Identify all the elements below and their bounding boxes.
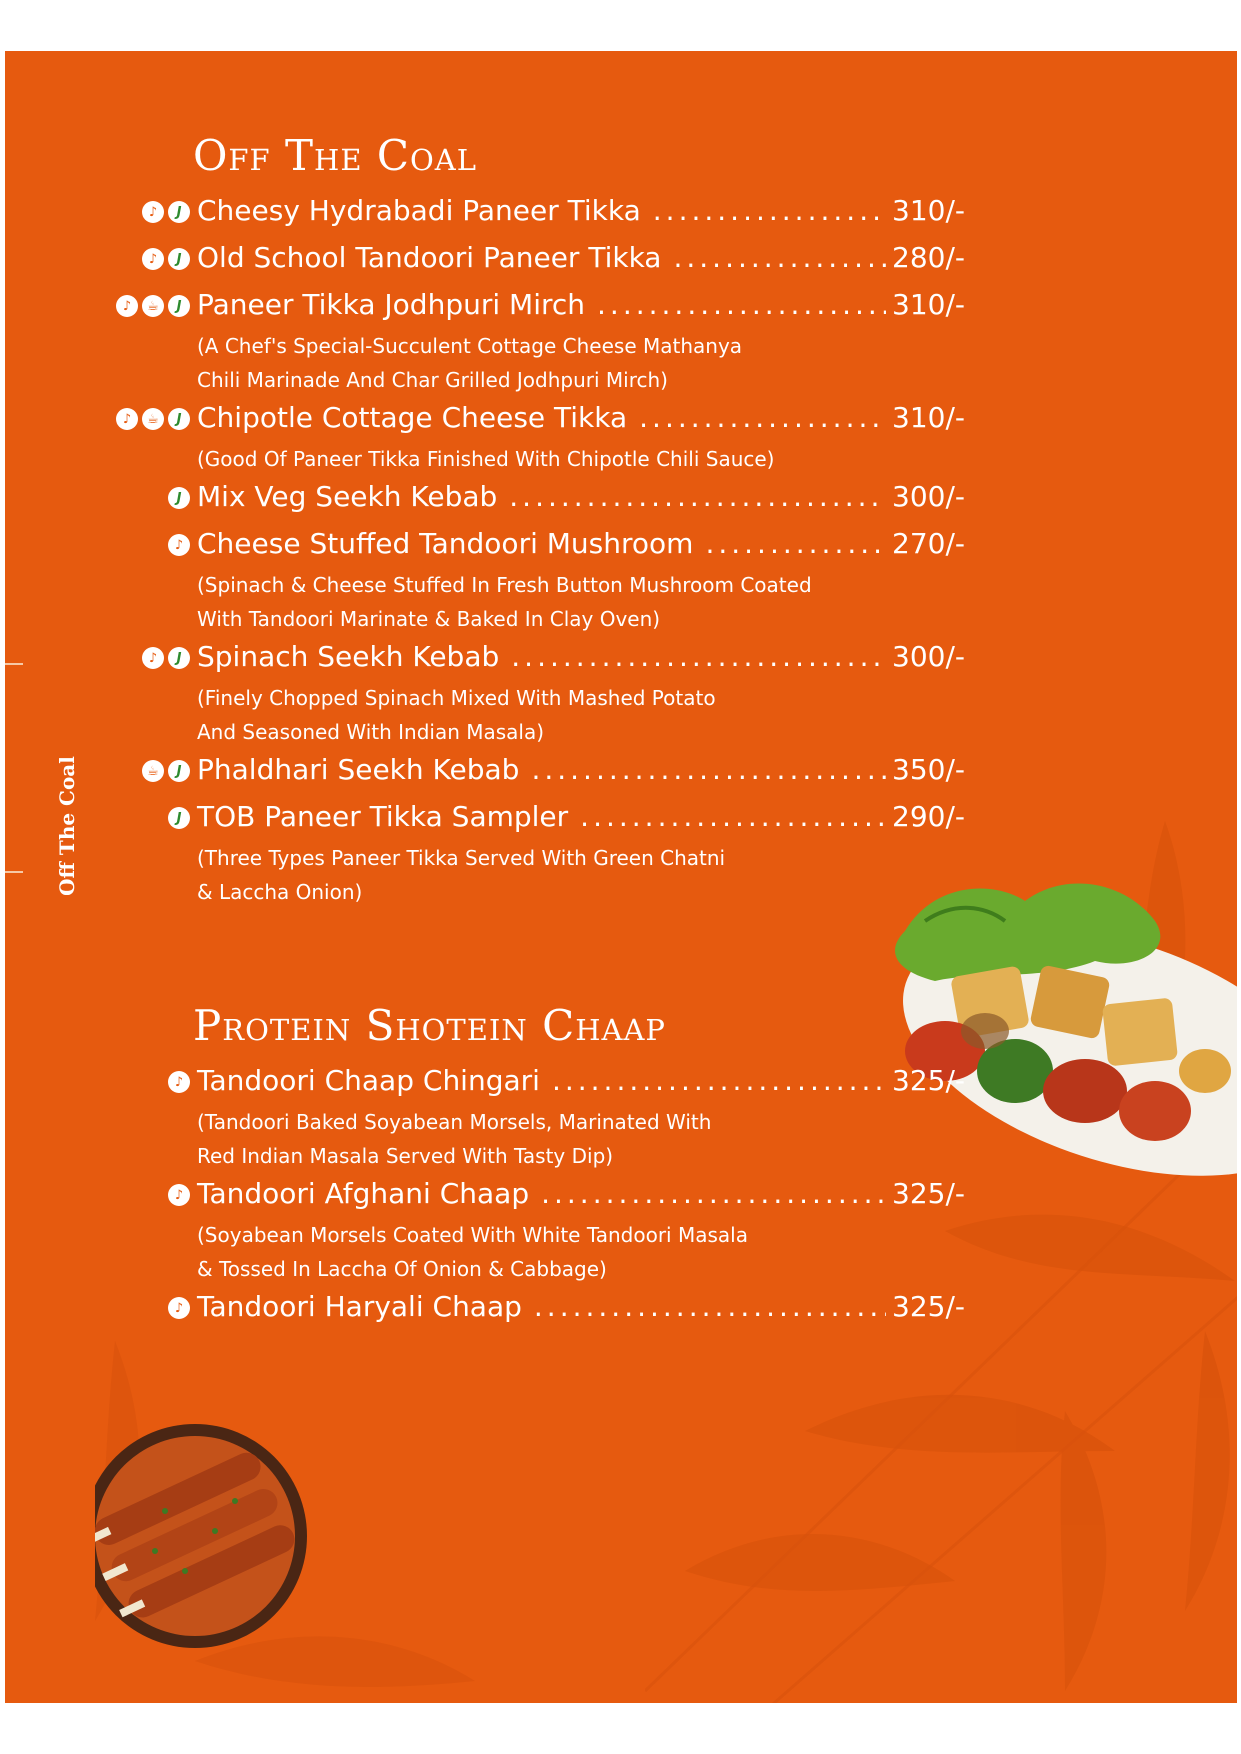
menu-item: [5, 1290, 965, 1330]
section-title: Off The Coal: [193, 131, 477, 180]
item-name: Spinach Seekh Kebab: [197, 640, 500, 673]
description-line: Red Indian Masala Served With Tasty Dip): [197, 1144, 614, 1168]
spicy-icon: ♪: [142, 647, 164, 669]
jain-icon: J: [168, 295, 190, 317]
item-icons: [142, 760, 190, 782]
menu-item: [5, 800, 965, 840]
item-line: [197, 401, 965, 434]
item-icons: [168, 807, 190, 829]
item-line: [197, 1064, 965, 1097]
item-name: Cheesy Hydrabadi Paneer Tikka: [197, 194, 641, 227]
item-line: [197, 753, 965, 786]
item-line: [197, 194, 965, 227]
item-price: 325/-: [892, 1064, 965, 1097]
description-line: (Soyabean Morsels Coated With White Tandoori Masala: [197, 1223, 748, 1247]
chaap-dish-photo: [95, 1421, 315, 1651]
item-icons: [168, 1297, 190, 1319]
spicy-icon: ♪: [168, 1184, 190, 1206]
jain-icon: J: [168, 201, 190, 223]
section-title: Protein Shotein Chaap: [193, 1001, 666, 1050]
menu-page: [5, 51, 1237, 1703]
jain-icon: J: [168, 807, 190, 829]
item-line: [197, 1290, 965, 1323]
menu-item: [5, 640, 965, 680]
item-name: Chipotle Cottage Cheese Tikka: [197, 401, 628, 434]
item-icons: [116, 408, 190, 430]
item-price: 325/-: [892, 1290, 965, 1323]
menu-item: [5, 527, 965, 567]
item-name: Old School Tandoori Paneer Tikka: [197, 241, 662, 274]
jain-icon: J: [168, 647, 190, 669]
item-name: Cheese Stuffed Tandoori Mushroom: [197, 527, 694, 560]
jain-icon: J: [168, 760, 190, 782]
description-line: (Good Of Paneer Tikka Finished With Chipotle Chili Sauce): [197, 447, 775, 471]
item-line: [197, 800, 965, 833]
item-icons: [168, 1071, 190, 1093]
dot-leader: [511, 640, 886, 673]
dot-leader: [541, 1177, 886, 1210]
item-icons: [142, 201, 190, 223]
item-line: [197, 527, 965, 560]
description-line: (Spinach & Cheese Stuffed In Fresh Button Mushroom Coated: [197, 573, 812, 597]
description-line: With Tandoori Marinate & Baked In Clay Oven): [197, 607, 661, 631]
item-description: [197, 681, 877, 749]
item-icons: [142, 647, 190, 669]
item-description: [197, 1105, 877, 1173]
dot-leader: [509, 480, 886, 513]
item-name: Tandoori Chaap Chingari: [197, 1064, 540, 1097]
item-line: [197, 241, 965, 274]
item-description: [197, 442, 877, 476]
menu-item: [5, 241, 965, 281]
item-name: TOB Paneer Tikka Sampler: [197, 800, 569, 833]
jain-icon: J: [168, 408, 190, 430]
chef-special-icon: ☕: [142, 760, 164, 782]
dot-leader: [552, 1064, 886, 1097]
jain-icon: J: [168, 487, 190, 509]
description-line: (Three Types Paneer Tikka Served With Green Chatni: [197, 846, 726, 870]
item-line: [197, 288, 965, 321]
item-name: Phaldhari Seekh Kebab: [197, 753, 520, 786]
menu-item: [5, 401, 965, 441]
item-price: 300/-: [892, 640, 965, 673]
menu-item: [5, 288, 965, 328]
dot-leader: [580, 800, 886, 833]
spicy-icon: ♪: [142, 201, 164, 223]
description-line: And Seasoned With Indian Masala): [197, 720, 545, 744]
item-price: 350/-: [892, 753, 965, 786]
paneer-tikka-photo: [865, 861, 1237, 1221]
dot-leader: [653, 194, 886, 227]
description-line: Chili Marinade And Char Grilled Jodhpuri Mirch): [197, 368, 668, 392]
spicy-icon: ♪: [142, 248, 164, 270]
spicy-icon: ♪: [168, 534, 190, 556]
item-description: [197, 568, 877, 636]
item-line: [197, 640, 965, 673]
item-price: 280/-: [892, 241, 965, 274]
item-line: [197, 480, 965, 513]
description-line: (Finely Chopped Spinach Mixed With Mashed Potato: [197, 686, 716, 710]
item-name: Paneer Tikka Jodhpuri Mirch: [197, 288, 586, 321]
description-line: & Tossed In Laccha Of Onion & Cabbage): [197, 1257, 607, 1281]
item-price: 310/-: [892, 401, 965, 434]
item-icons: [168, 1184, 190, 1206]
item-price: 270/-: [892, 527, 965, 560]
description-line: (A Chef's Special-Succulent Cottage Cheese Mathanya: [197, 334, 743, 358]
menu-item: [5, 1177, 965, 1217]
spicy-icon: ♪: [168, 1071, 190, 1093]
item-name: Tandoori Haryali Chaap: [197, 1290, 522, 1323]
dot-leader: [639, 401, 886, 434]
dot-leader: [597, 288, 886, 321]
item-description: [197, 841, 877, 909]
item-description: [197, 329, 877, 397]
item-price: 310/-: [892, 288, 965, 321]
item-price: 310/-: [892, 194, 965, 227]
item-description: [197, 1218, 877, 1286]
item-icons: [168, 487, 190, 509]
dot-leader: [534, 1290, 886, 1323]
description-line: & Laccha Onion): [197, 880, 363, 904]
jain-icon: J: [168, 248, 190, 270]
item-price: 325/-: [892, 1177, 965, 1210]
spicy-icon: ♪: [168, 1297, 190, 1319]
menu-item: [5, 194, 965, 234]
side-tab-label: Off The Coal: [55, 756, 79, 896]
item-name: Mix Veg Seekh Kebab: [197, 480, 498, 513]
dot-leader: [705, 527, 886, 560]
dot-leader: [531, 753, 886, 786]
side-tick-bottom: [5, 871, 23, 873]
dot-leader: [673, 241, 886, 274]
chef-special-icon: ☕: [142, 295, 164, 317]
chef-special-icon: ☕: [142, 408, 164, 430]
item-line: [197, 1177, 965, 1210]
item-name: Tandoori Afghani Chaap: [197, 1177, 530, 1210]
item-icons: [142, 248, 190, 270]
menu-item: [5, 1064, 965, 1104]
item-price: 300/-: [892, 480, 965, 513]
spicy-icon: ♪: [116, 295, 138, 317]
item-icons: [116, 295, 190, 317]
item-icons: [168, 534, 190, 556]
spicy-icon: ♪: [116, 408, 138, 430]
menu-item: [5, 480, 965, 520]
item-price: 290/-: [892, 800, 965, 833]
description-line: (Tandoori Baked Soyabean Morsels, Marinated With: [197, 1110, 712, 1134]
menu-item: [5, 753, 965, 793]
